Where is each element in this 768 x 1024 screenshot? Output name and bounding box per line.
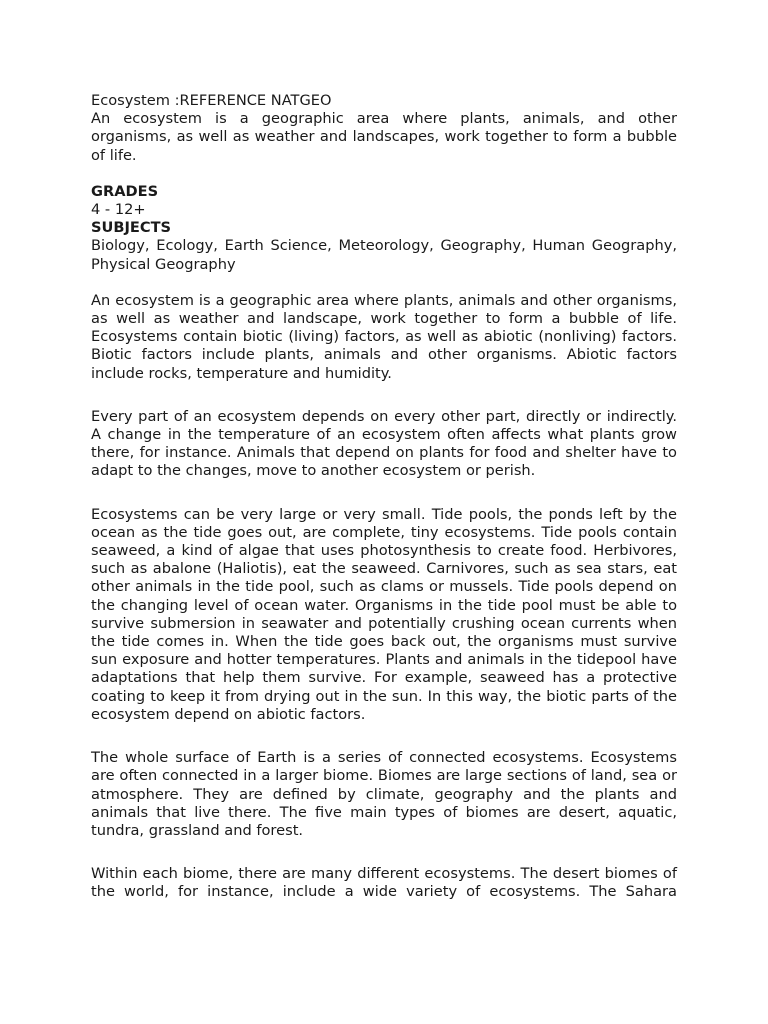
grades-value: 4 - 12+ bbox=[91, 201, 146, 219]
document-page bbox=[91, 92, 677, 902]
spacer bbox=[91, 481, 677, 506]
body-paragraph: An ecosystem is a geographic area where plants, animals and other organisms, as well as weather and landscape, work together to form a bubble of life. Ecosystems contain biotic (living) factors, as well as abiotic (nonliving) factors. Biotic factors include plants, animals and other organisms. Abiotic factors include rocks, temperature and humidity. bbox=[91, 291, 677, 382]
spacer bbox=[91, 724, 677, 749]
body-paragraph: Every part of an ecosystem depends on every other part, directly or indirectly. A change in the temperature of an ecosystem often affects what plants grow there, for instance. Animals that depend on plants for food and shelter have to adapt to the changes, move to another ecosystem or perish. bbox=[91, 407, 677, 480]
intro-paragraph: An ecosystem is a geographic area where plants, animals, and other organisms, as well as weather and landscapes, work together to form a bubble of life. bbox=[91, 110, 677, 164]
spacer bbox=[91, 383, 677, 408]
subjects-value: Biology, Ecology, Earth Science, Meteorology, Geography, Human Geography, Physical Geography bbox=[91, 237, 677, 273]
body-paragraph: The whole surface of Earth is a series of connected ecosystems. Ecosystems are often connected in a larger biome. Biomes are large sections of land, sea or atmosphere. They are defined by climate, geography and the plants and animals that live there. The five main types of biomes are desert, aquatic, tundra, grassland and forest. bbox=[91, 749, 677, 839]
subjects-heading: SUBJECTS bbox=[91, 219, 172, 237]
spacer bbox=[91, 274, 677, 292]
spacer bbox=[91, 165, 677, 183]
spacer bbox=[91, 840, 677, 865]
body-paragraph: Within each biome, there are many different ecosystems. The desert biomes of the world, for instance, include a wide variety of ecosystems. The Sahara bbox=[91, 865, 677, 901]
body-paragraph: Ecosystems can be very large or very small. Tide pools, the ponds left by the ocean as the tide goes out, are complete, tiny ecosystems. Tide pools contain seaweed, a kind of algae that uses photosynthesis to create food. Herbivores, such as abalone (Haliotis), eat the seaweed. Carnivores, such as sea stars, eat other animals in the tide pool, such as clams or mussels. Tide pools depend on the changing level of ocean water. Organisms in the tide pool must be able to survive submersion in seawater and potentially crushing ocean currents when the tide comes in. When the tide goes back out, the organisms must survive sun exposure and hotter temperatures. Plants and animals in the tidepool have adaptations that help them survive. For example, seaweed has a protective coating to keep it from drying out in the sun. In this way, the biotic parts of the ecosystem depend on abiotic factors. bbox=[91, 505, 677, 723]
grades-heading: GRADES bbox=[91, 182, 159, 200]
document-title-line: Ecosystem :REFERENCE NATGEO bbox=[91, 92, 332, 109]
